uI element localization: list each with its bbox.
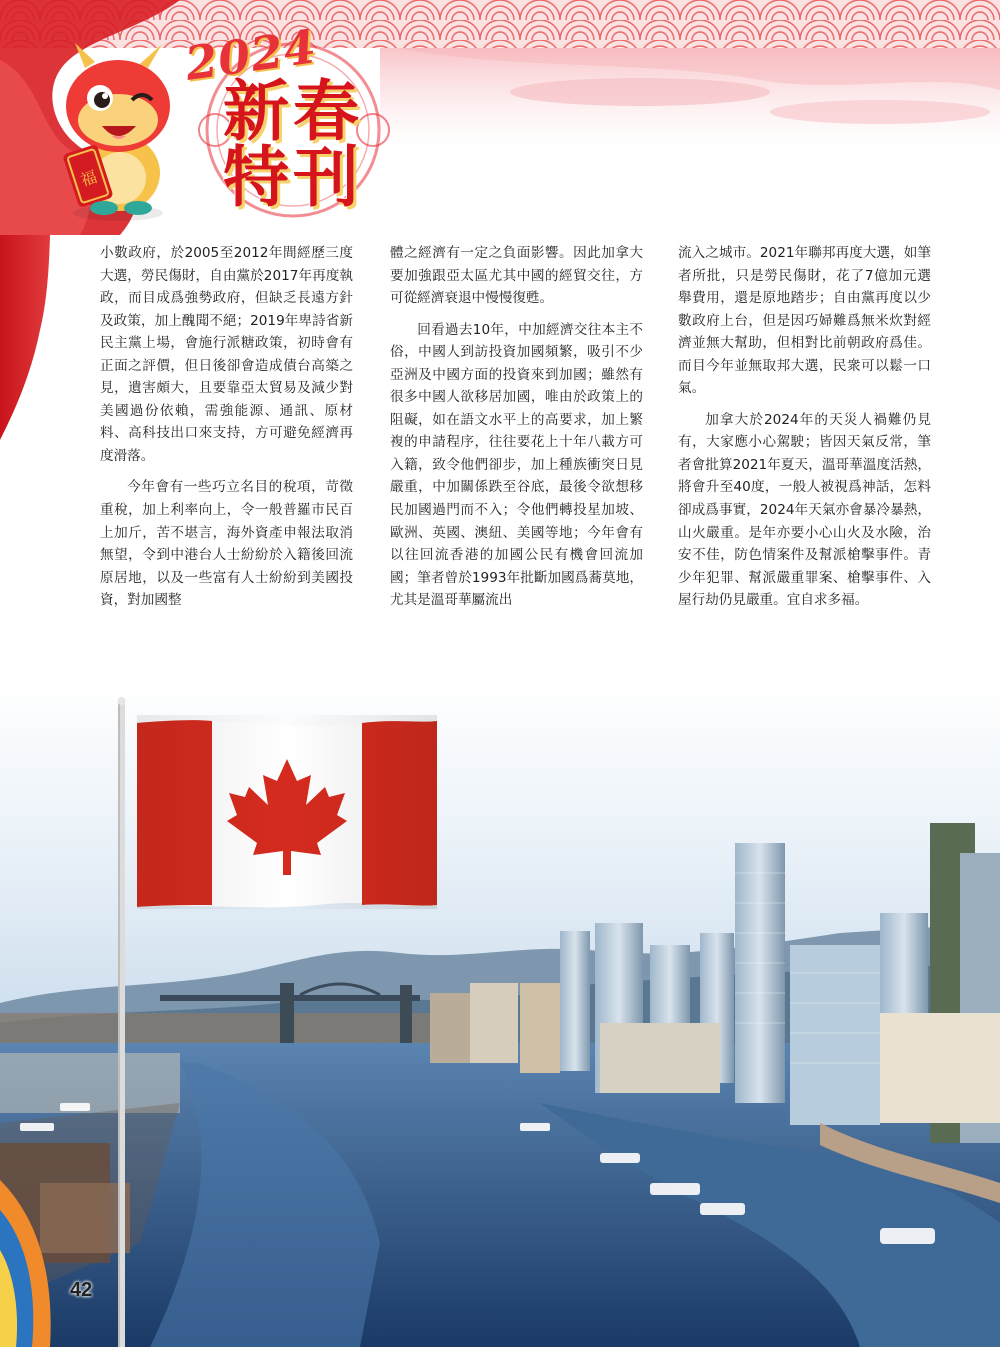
paragraph: 流入之城市。2021年聯邦再度大選，如筆者所批，只是勞民傷財，花了7億加元選舉費用，還是原地踏步；自由黨再度以少數政府上台，但是因巧婦難爲無米炊對經濟並無大幫助，但相對比前朝政府爲佳。而目今年並無取邦大選，民衆可以鬆一口氣。 [678, 245, 931, 397]
article-column-2 [390, 242, 643, 621]
article-body [100, 242, 943, 677]
title-line-2: 特刊 [223, 138, 363, 216]
paragraph: 今年會有一些巧立名目的稅項，苛徵重稅，加上利率向上，令一般普羅市民百上加斤，苦不堪言，海外資產申報法取消無望，令到中港台人士紛紛於入籍後回流原居地，以及一些富有人士紛紛到美國投資，對加國整 [100, 479, 353, 609]
paragraph: 體之經濟有一定之負面影響。因此加拿大要加強跟亞太區尤其中國的經貿交往，方可從經濟衰退中慢慢復甦。 [390, 245, 643, 307]
title-line-1: 新春 [223, 72, 363, 150]
dragon-mascot-icon [40, 38, 195, 223]
page-number: 42 [70, 1279, 93, 1301]
vancouver-photo [0, 683, 1000, 1347]
title-year: 2024 [181, 19, 321, 91]
paragraph: 加拿大於2024年的天災人禍難仍見有，大家應小心駕駛；皆因天氣反常，筆者會批算2021年夏天，溫哥華溫度活熱，將會升至40度，一般人被視爲神話，怎料卻成爲事實，2024年天氣亦會暴冷暴熱，山火嚴重。是年亦要小心山火及水險，治安不佳，防色情案件及幫派槍擊事件。青少年犯罪、幫派嚴重罪案、槍擊事件、入屋行劫仍見嚴重。宜自求多福。 [678, 411, 931, 609]
feather-decoration [0, 1180, 70, 1347]
mascot-badge: 福 [78, 166, 100, 190]
article-column-1 [100, 242, 353, 621]
article-column-3 [678, 242, 931, 621]
paragraph: 小數政府，於2005至2012年間經歷三度大選，勞民傷財，自由黨於2017年再度執政，而目成爲強勢政府，但缺乏長遠方針及政策，加上醜聞不絕；2019年卑詩省新民主黨上場，會施行派糖政策，初時會有正面之評價，但日後卻會造成債台高築之見，遺害頗大，且要靠亞太貿易及減少對美國過份依賴，需強能源、通訊、原材料、高科技出口來支持，方可避免經濟再度滑落。 [100, 245, 353, 464]
paragraph: 回看過去10年，中加經濟交往本主不俗，中國人到訪投資加國頻繁，吸引不少亞洲及中國方面的投資來到加國；雖然有很多中國人欲移居加國，唯由於政策上的阻礙，如在語文水平上的高要求，加上繁複的申請程序，往往要花上十年八載方可入籍，致令他們卻步，加上種族衝突日見嚴重，中加關係跌至谷底，最後令欲想移民加國過門而不入；令他們轉投星加坡、歐洲、英國、澳紐、美國等地；今年會有以往回流香港的加國公民有機會回流加國；筆者曾於1993年批斷加國爲蕎莫地，尤其是溫哥華屬流出 [390, 321, 643, 609]
issue-title [181, 19, 400, 216]
canada-flag-icon [137, 715, 437, 909]
